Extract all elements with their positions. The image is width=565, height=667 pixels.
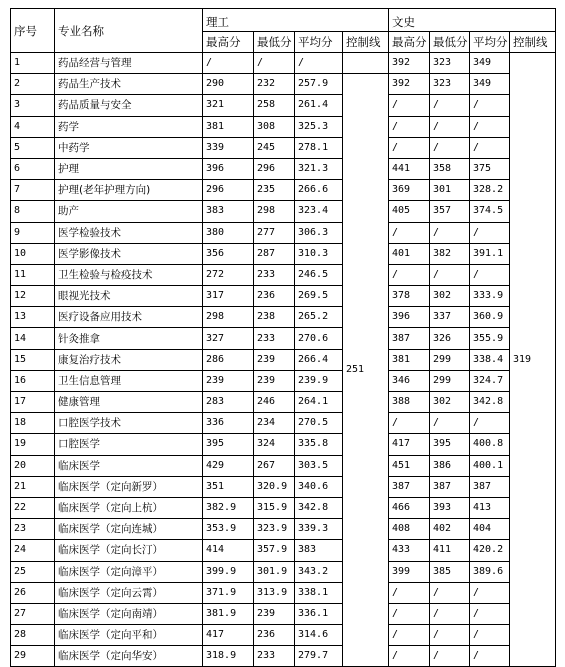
table-row [11, 116, 556, 137]
row-major-name: 药品经营与管理 [55, 53, 203, 74]
liberal-min-cell: 302 [430, 392, 470, 413]
row-seq: 1 [11, 53, 55, 74]
science-avg-cell: 340.6 [295, 476, 343, 497]
science-min-cell: 315.9 [254, 497, 295, 518]
science-max-cell: 327 [203, 328, 254, 349]
liberal-min-cell: 385 [430, 561, 470, 582]
liberal-max-cell: 378 [389, 286, 430, 307]
science-min-cell: 236 [254, 625, 295, 646]
row-major-name: 医学影像技术 [55, 243, 203, 264]
row-major-name: 临床医学（定向连城） [55, 519, 203, 540]
science-max-cell: 429 [203, 455, 254, 476]
science-min-cell: 236 [254, 286, 295, 307]
row-major-name: 护理(老年护理方向) [55, 180, 203, 201]
table-row [11, 137, 556, 158]
science-max-cell: 317 [203, 286, 254, 307]
liberal-max-cell: 405 [389, 201, 430, 222]
header-science: 理工 [203, 9, 389, 32]
liberal-avg-cell: 420.2 [470, 540, 510, 561]
row-major-name: 口腔医学技术 [55, 413, 203, 434]
liberal-max-cell: 466 [389, 497, 430, 518]
row-seq: 27 [11, 603, 55, 624]
table-row [11, 434, 556, 455]
science-max-cell: 380 [203, 222, 254, 243]
row-major-name: 卫生检验与检疫技术 [55, 264, 203, 285]
liberal-avg-cell: 328.2 [470, 180, 510, 201]
science-max-cell: 239 [203, 370, 254, 391]
liberal-max-cell: 451 [389, 455, 430, 476]
row-seq: 2 [11, 74, 55, 95]
header-liberal-max: 最高分 [389, 32, 430, 53]
row-major-name: 助产 [55, 201, 203, 222]
liberal-min-cell: / [430, 264, 470, 285]
liberal-min-cell: / [430, 413, 470, 434]
liberal-min-cell: / [430, 646, 470, 667]
row-seq: 22 [11, 497, 55, 518]
science-max-cell: 417 [203, 625, 254, 646]
row-major-name: 眼视光技术 [55, 286, 203, 307]
table-row [11, 158, 556, 179]
liberal-avg-cell: / [470, 95, 510, 116]
science-min-cell: 235 [254, 180, 295, 201]
science-min-cell: 267 [254, 455, 295, 476]
liberal-avg-cell: 387 [470, 476, 510, 497]
liberal-min-cell: 299 [430, 349, 470, 370]
header-science-avg: 平均分 [295, 32, 343, 53]
science-min-cell: 357.9 [254, 540, 295, 561]
liberal-min-cell: 393 [430, 497, 470, 518]
row-seq: 21 [11, 476, 55, 497]
liberal-avg-cell: 400.8 [470, 434, 510, 455]
table-row [11, 328, 556, 349]
science-min-cell: 239 [254, 603, 295, 624]
liberal-avg-cell: 400.1 [470, 455, 510, 476]
science-max-cell: 296 [203, 180, 254, 201]
row-seq: 5 [11, 137, 55, 158]
liberal-max-cell: / [389, 582, 430, 603]
science-max-cell: 351 [203, 476, 254, 497]
science-max-cell: 414 [203, 540, 254, 561]
liberal-avg-cell: / [470, 222, 510, 243]
row-major-name: 卫生信息管理 [55, 370, 203, 391]
liberal-min-cell: / [430, 137, 470, 158]
liberal-min-cell: / [430, 222, 470, 243]
row-major-name: 口腔医学 [55, 434, 203, 455]
science-max-cell: 298 [203, 307, 254, 328]
table-row [11, 519, 556, 540]
liberal-min-cell: 323 [430, 74, 470, 95]
science-min-cell: 238 [254, 307, 295, 328]
liberal-avg-cell: / [470, 413, 510, 434]
liberal-max-cell: 441 [389, 158, 430, 179]
science-max-cell: 353.9 [203, 519, 254, 540]
header-liberal: 文史 [389, 9, 556, 32]
table-row [11, 646, 556, 667]
science-min-cell: 233 [254, 328, 295, 349]
row-seq: 4 [11, 116, 55, 137]
science-max-cell: 382.9 [203, 497, 254, 518]
science-avg-cell: 343.2 [295, 561, 343, 582]
table-row [11, 307, 556, 328]
science-avg-cell: 269.5 [295, 286, 343, 307]
science-control-cell-first [343, 53, 389, 74]
liberal-avg-cell: 391.1 [470, 243, 510, 264]
science-max-cell: 356 [203, 243, 254, 264]
liberal-max-cell: 369 [389, 180, 430, 201]
liberal-max-cell: / [389, 646, 430, 667]
science-avg-cell: 265.2 [295, 307, 343, 328]
liberal-min-cell: / [430, 582, 470, 603]
liberal-max-cell: / [389, 137, 430, 158]
row-seq: 6 [11, 158, 55, 179]
table-row [11, 180, 556, 201]
liberal-avg-cell: 349 [470, 74, 510, 95]
table-row [11, 243, 556, 264]
liberal-avg-cell: 389.6 [470, 561, 510, 582]
table-row [11, 625, 556, 646]
liberal-avg-cell: / [470, 646, 510, 667]
liberal-avg-cell: 349 [470, 53, 510, 74]
science-avg-cell: 239.9 [295, 370, 343, 391]
science-max-cell: 290 [203, 74, 254, 95]
science-avg-cell: 306.3 [295, 222, 343, 243]
science-avg-cell: 264.1 [295, 392, 343, 413]
science-avg-cell: / [295, 53, 343, 74]
science-min-cell: 239 [254, 349, 295, 370]
header-science-max: 最高分 [203, 32, 254, 53]
liberal-avg-cell: 333.9 [470, 286, 510, 307]
liberal-max-cell: 388 [389, 392, 430, 413]
science-avg-cell: 257.9 [295, 74, 343, 95]
row-major-name: 临床医学（定向云霄） [55, 582, 203, 603]
row-seq: 12 [11, 286, 55, 307]
row-seq: 25 [11, 561, 55, 582]
science-avg-cell: 266.6 [295, 180, 343, 201]
row-seq: 17 [11, 392, 55, 413]
liberal-avg-cell: / [470, 625, 510, 646]
science-min-cell: 313.9 [254, 582, 295, 603]
liberal-max-cell: / [389, 603, 430, 624]
row-major-name: 医疗设备应用技术 [55, 307, 203, 328]
liberal-avg-cell: / [470, 137, 510, 158]
table-row [11, 53, 556, 74]
science-avg-cell: 339.3 [295, 519, 343, 540]
liberal-min-cell: / [430, 625, 470, 646]
row-seq: 7 [11, 180, 55, 201]
science-min-cell: 296 [254, 158, 295, 179]
row-major-name: 健康管理 [55, 392, 203, 413]
science-min-cell: / [254, 53, 295, 74]
header-liberal-min: 最低分 [430, 32, 470, 53]
science-max-cell: 395 [203, 434, 254, 455]
science-avg-cell: 303.5 [295, 455, 343, 476]
table-row [11, 286, 556, 307]
liberal-avg-cell: 355.9 [470, 328, 510, 349]
liberal-min-cell: / [430, 95, 470, 116]
liberal-avg-cell: 404 [470, 519, 510, 540]
science-avg-cell: 321.3 [295, 158, 343, 179]
liberal-min-cell: 301 [430, 180, 470, 201]
row-major-name: 医学检验技术 [55, 222, 203, 243]
science-avg-cell: 336.1 [295, 603, 343, 624]
liberal-min-cell: 411 [430, 540, 470, 561]
table-row [11, 222, 556, 243]
science-max-cell: 321 [203, 95, 254, 116]
row-major-name: 药学 [55, 116, 203, 137]
liberal-avg-cell: 360.9 [470, 307, 510, 328]
science-avg-cell: 278.1 [295, 137, 343, 158]
table-row [11, 540, 556, 561]
science-avg-cell: 335.8 [295, 434, 343, 455]
liberal-min-cell: 382 [430, 243, 470, 264]
liberal-max-cell: 396 [389, 307, 430, 328]
liberal-min-cell: 337 [430, 307, 470, 328]
row-major-name: 临床医学（定向平和） [55, 625, 203, 646]
science-min-cell: 233 [254, 264, 295, 285]
liberal-min-cell: 386 [430, 455, 470, 476]
science-min-cell: 239 [254, 370, 295, 391]
row-seq: 20 [11, 455, 55, 476]
science-max-cell: 396 [203, 158, 254, 179]
row-seq: 10 [11, 243, 55, 264]
science-avg-cell: 323.4 [295, 201, 343, 222]
liberal-min-cell: 326 [430, 328, 470, 349]
table-row [11, 476, 556, 497]
science-min-cell: 258 [254, 95, 295, 116]
liberal-min-cell: 387 [430, 476, 470, 497]
liberal-max-cell: / [389, 264, 430, 285]
science-max-cell: 286 [203, 349, 254, 370]
science-avg-cell: 266.4 [295, 349, 343, 370]
liberal-max-cell: / [389, 413, 430, 434]
science-avg-cell: 314.6 [295, 625, 343, 646]
liberal-avg-cell: 374.5 [470, 201, 510, 222]
table-row [11, 74, 556, 95]
liberal-max-cell: 392 [389, 53, 430, 74]
row-major-name: 针灸推拿 [55, 328, 203, 349]
science-max-cell: 381.9 [203, 603, 254, 624]
table-row [11, 455, 556, 476]
row-major-name: 临床医学（定向上杭） [55, 497, 203, 518]
row-major-name: 临床医学（定向南靖） [55, 603, 203, 624]
table-row [11, 95, 556, 116]
liberal-min-cell: 395 [430, 434, 470, 455]
row-seq: 11 [11, 264, 55, 285]
liberal-max-cell: / [389, 625, 430, 646]
science-avg-cell: 383 [295, 540, 343, 561]
science-min-cell: 245 [254, 137, 295, 158]
row-major-name: 临床医学（定向新罗） [55, 476, 203, 497]
table-row [11, 349, 556, 370]
liberal-max-cell: 399 [389, 561, 430, 582]
row-major-name: 临床医学（定向华安） [55, 646, 203, 667]
liberal-avg-cell: / [470, 603, 510, 624]
row-seq: 23 [11, 519, 55, 540]
science-max-cell: 283 [203, 392, 254, 413]
liberal-min-cell: 299 [430, 370, 470, 391]
row-seq: 19 [11, 434, 55, 455]
science-avg-cell: 338.1 [295, 582, 343, 603]
liberal-max-cell: 417 [389, 434, 430, 455]
liberal-avg-cell: / [470, 264, 510, 285]
liberal-min-cell: 358 [430, 158, 470, 179]
science-min-cell: 301.9 [254, 561, 295, 582]
row-seq: 8 [11, 201, 55, 222]
science-control-cell: 251 [343, 74, 389, 667]
table-row [11, 392, 556, 413]
table-row [11, 497, 556, 518]
science-max-cell: 399.9 [203, 561, 254, 582]
science-min-cell: 232 [254, 74, 295, 95]
admission-score-table [10, 8, 556, 667]
row-seq: 26 [11, 582, 55, 603]
row-major-name: 临床医学 [55, 455, 203, 476]
science-min-cell: 320.9 [254, 476, 295, 497]
liberal-min-cell: 402 [430, 519, 470, 540]
row-seq: 28 [11, 625, 55, 646]
liberal-max-cell: 387 [389, 476, 430, 497]
science-min-cell: 298 [254, 201, 295, 222]
science-min-cell: 233 [254, 646, 295, 667]
science-avg-cell: 270.5 [295, 413, 343, 434]
row-major-name: 中药学 [55, 137, 203, 158]
science-min-cell: 324 [254, 434, 295, 455]
table-row [11, 370, 556, 391]
liberal-max-cell: / [389, 95, 430, 116]
liberal-max-cell: / [389, 222, 430, 243]
liberal-avg-cell: 338.4 [470, 349, 510, 370]
liberal-avg-cell: 375 [470, 158, 510, 179]
table-row [11, 561, 556, 582]
science-min-cell: 246 [254, 392, 295, 413]
liberal-avg-cell: 413 [470, 497, 510, 518]
liberal-max-cell: 381 [389, 349, 430, 370]
liberal-min-cell: / [430, 116, 470, 137]
table-row [11, 201, 556, 222]
row-seq: 18 [11, 413, 55, 434]
row-seq: 13 [11, 307, 55, 328]
header-liberal-control: 控制线 [510, 32, 556, 53]
science-min-cell: 234 [254, 413, 295, 434]
row-seq: 16 [11, 370, 55, 391]
science-max-cell: 383 [203, 201, 254, 222]
liberal-min-cell: 323 [430, 53, 470, 74]
liberal-max-cell: 346 [389, 370, 430, 391]
table-row [11, 264, 556, 285]
science-max-cell: 318.9 [203, 646, 254, 667]
liberal-avg-cell: 342.8 [470, 392, 510, 413]
liberal-max-cell: 392 [389, 74, 430, 95]
science-avg-cell: 279.7 [295, 646, 343, 667]
row-major-name: 临床医学（定向长汀） [55, 540, 203, 561]
row-major-name: 临床医学（定向漳平） [55, 561, 203, 582]
row-seq: 29 [11, 646, 55, 667]
science-max-cell: 336 [203, 413, 254, 434]
table-row [11, 582, 556, 603]
science-max-cell: / [203, 53, 254, 74]
science-max-cell: 339 [203, 137, 254, 158]
row-major-name: 药品生产技术 [55, 74, 203, 95]
liberal-max-cell: 401 [389, 243, 430, 264]
liberal-avg-cell: / [470, 582, 510, 603]
science-avg-cell: 261.4 [295, 95, 343, 116]
row-seq: 14 [11, 328, 55, 349]
science-min-cell: 308 [254, 116, 295, 137]
science-avg-cell: 342.8 [295, 497, 343, 518]
liberal-avg-cell: / [470, 116, 510, 137]
liberal-max-cell: / [389, 116, 430, 137]
liberal-max-cell: 433 [389, 540, 430, 561]
science-avg-cell: 270.6 [295, 328, 343, 349]
header-seq: 序号 [11, 9, 55, 53]
liberal-avg-cell: 324.7 [470, 370, 510, 391]
row-major-name: 药品质量与安全 [55, 95, 203, 116]
header-science-control: 控制线 [343, 32, 389, 53]
science-min-cell: 287 [254, 243, 295, 264]
liberal-max-cell: 387 [389, 328, 430, 349]
header-major: 专业名称 [55, 9, 203, 53]
table-row [11, 413, 556, 434]
header-row-1 [11, 9, 556, 32]
liberal-max-cell: 408 [389, 519, 430, 540]
row-seq: 24 [11, 540, 55, 561]
row-seq: 3 [11, 95, 55, 116]
science-max-cell: 272 [203, 264, 254, 285]
row-seq: 9 [11, 222, 55, 243]
science-min-cell: 323.9 [254, 519, 295, 540]
table-row [11, 603, 556, 624]
liberal-min-cell: / [430, 603, 470, 624]
science-max-cell: 371.9 [203, 582, 254, 603]
header-liberal-avg: 平均分 [470, 32, 510, 53]
liberal-min-cell: 357 [430, 201, 470, 222]
row-major-name: 康复治疗技术 [55, 349, 203, 370]
science-avg-cell: 325.3 [295, 116, 343, 137]
science-avg-cell: 246.5 [295, 264, 343, 285]
liberal-min-cell: 302 [430, 286, 470, 307]
liberal-control-cell: 319 [510, 53, 556, 667]
header-science-min: 最低分 [254, 32, 295, 53]
row-seq: 15 [11, 349, 55, 370]
science-max-cell: 381 [203, 116, 254, 137]
science-avg-cell: 310.3 [295, 243, 343, 264]
row-major-name: 护理 [55, 158, 203, 179]
science-min-cell: 277 [254, 222, 295, 243]
